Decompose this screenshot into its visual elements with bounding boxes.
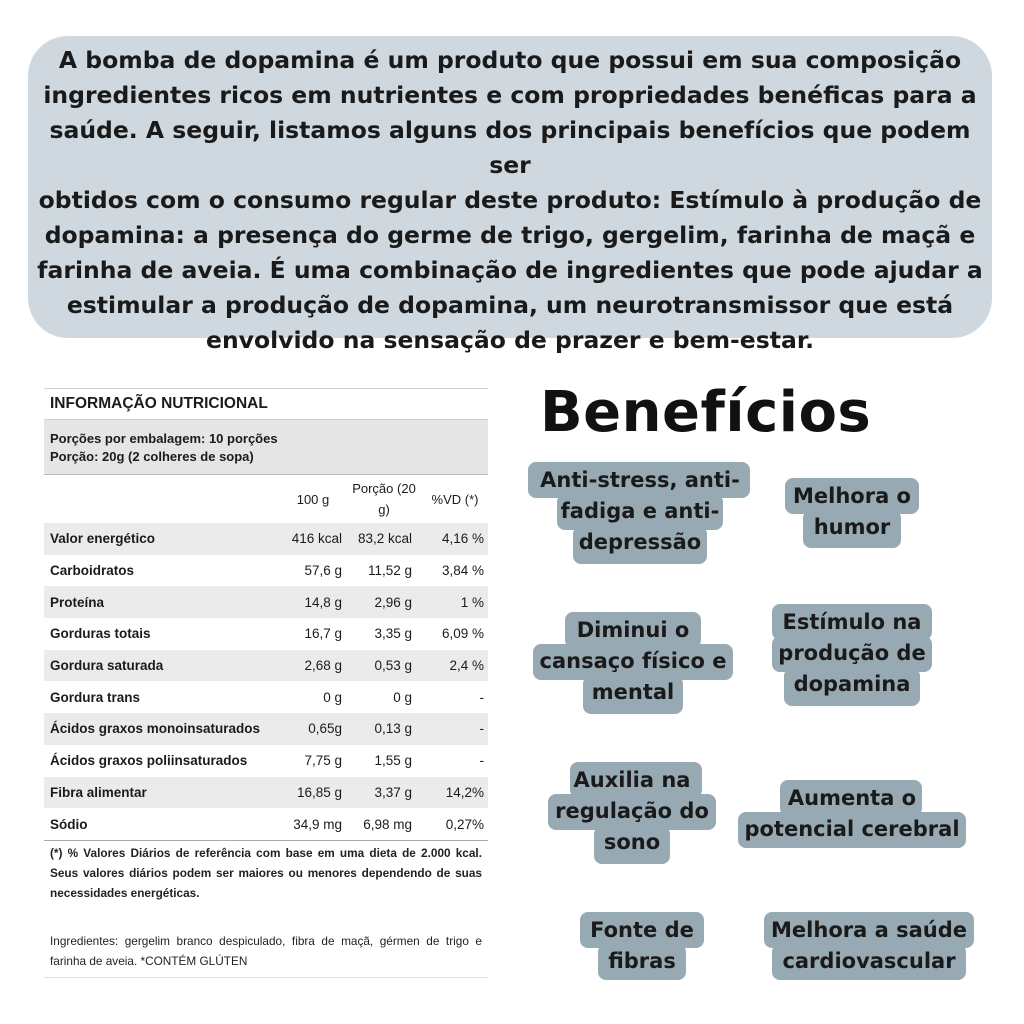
benefit-line: fibras [608,949,676,973]
row-100g: 14,8 g [274,586,346,618]
row-label: Sódio [50,816,88,832]
row-vd: - [479,689,484,705]
intro-line: A bomba de dopamina é um produto que possui em sua composição [58,46,962,74]
row-portion: 3,35 g [374,626,412,642]
benefit-line: Estímulo na [782,610,922,634]
row-portion: 6,98 mg [363,816,412,832]
benefit-cardiovascular [752,915,986,977]
benefit-line: Auxilia na [573,768,691,792]
row-portion: 2,96 g [346,586,416,618]
col-header-portion: Porção (20 g) [346,475,416,524]
intro-text [30,43,990,358]
intro-line: saúde. A seguir, listamos alguns dos principais benefícios que podem ser [49,116,971,179]
benefit-humor [770,481,934,543]
table-row [44,808,488,840]
benefit-cansaco [520,615,746,708]
table-row [44,586,488,618]
serving-size: Porção: 20g (2 colheres de sopa) [50,449,254,464]
benefit-fibras [572,915,712,977]
row-label: Carboidratos [50,563,135,579]
ingredients-text: Ingredientes: gergelim branco despiculado, fibra de maçã, gérmen de trigo e farinha de aveia. *CONTÉM GLÚTEN [50,933,482,968]
row-vd: 0,27% [445,816,484,832]
row-100g: 16,85 g [274,777,346,809]
row-label: Gordura trans [50,689,141,705]
benefit-line: mental [591,680,675,704]
benefit-line: potencial cerebral [744,817,960,841]
row-100g: 0 g [323,689,342,705]
row-label: Gordura saturada [44,650,274,682]
intro-line: envolvido na sensação de prazer e bem-estar. [206,326,814,354]
table-row [44,618,488,650]
benefit-line: Melhora o [793,484,911,508]
benefit-dopamina [762,607,942,700]
benefit-line: regulação do [555,799,709,823]
table-header-row [44,475,488,524]
row-portion: 83,2 kcal [346,523,416,555]
row-vd: 14,2% [416,777,488,809]
row-vd: 4,16 % [416,523,488,555]
table-row [44,555,488,587]
benefit-line: cansaço físico e [539,649,727,673]
col-header-100g: 100 g [274,475,346,524]
table-row [44,777,488,809]
col-header-vd: %VD (*) [416,475,488,524]
benefit-line: Diminui o [576,618,690,642]
row-label: Proteína [44,586,274,618]
row-100g: 2,68 g [274,650,346,682]
row-label: Gorduras totais [50,626,151,642]
row-vd: 6,09 % [441,626,484,642]
benefit-line: Anti-stress, anti- [540,468,740,492]
benefit-line: cardiovascular [782,949,956,973]
benefit-line: sono [603,830,661,854]
intro-line: estimular a produção de dopamina, um neurotransmissor que está [66,291,954,319]
row-vd: 1 % [416,586,488,618]
divider [44,977,488,978]
header-empty [44,475,274,524]
row-vd: 3,84 % [441,563,484,579]
row-100g: 416 kcal [274,523,346,555]
benefit-line: dopamina [793,672,911,696]
row-portion: 11,52 g [367,563,412,579]
table-row [44,523,488,555]
row-100g: 16,7 g [304,626,342,642]
row-portion: 1,55 g [374,753,412,769]
row-100g: 7,75 g [304,753,342,769]
benefit-sono [536,765,728,858]
table-row [44,650,488,682]
benefit-cerebral [732,783,972,845]
benefit-line: Fonte de [590,918,694,942]
row-vd: 2,4 % [416,650,488,682]
row-vd: - [416,713,488,745]
row-label: Ácidos graxos monoinsaturados [44,713,274,745]
intro-line: ingredientes ricos em nutrientes e com propriedades benéficas para a [43,81,977,109]
nutrition-facts [44,388,488,978]
row-label: Valor energético [44,523,274,555]
servings-per-package: Porções por embalagem: 10 porções [50,431,278,446]
benefit-line: fadiga e anti- [560,499,720,523]
benefit-line: humor [813,515,891,539]
benefit-line: Melhora a saúde [771,918,967,942]
table-row [44,713,488,745]
row-label: Ácidos graxos poliinsaturados [50,753,248,769]
table-row [44,745,488,777]
table-footnote: (*) % Valores Diários de referência com base em uma dieta de 2.000 kcal. Seus valores diários podem ser maiores ou menores dependendo de suas necessidades energéticas. [44,840,488,903]
benefit-anti-stress [520,465,760,558]
row-100g: 34,9 mg [293,816,342,832]
benefit-line: depressão [578,530,702,554]
row-portion: 0 g [393,689,412,705]
row-portion: 0,13 g [346,713,416,745]
row-100g: 0,65g [274,713,346,745]
row-vd: - [479,753,484,769]
benefit-line: produção de [778,641,926,665]
row-label: Fibra alimentar [44,777,274,809]
intro-line: obtidos com o consumo regular deste produto: Estímulo à produção de [38,186,982,214]
benefits-title: Benefícios [540,380,872,445]
nutrition-title: INFORMAÇÃO NUTRICIONAL [44,388,488,419]
intro-line: dopamina: a presença do germe de trigo, gergelim, farinha de maçã e [44,221,976,249]
row-portion: 0,53 g [346,650,416,682]
nutrition-table [44,474,488,840]
row-100g: 57,6 g [304,563,342,579]
table-row [44,681,488,713]
benefit-line: Aumenta o [787,786,917,810]
serving-info [44,419,488,474]
intro-line: farinha de aveia. É uma combinação de ingredientes que pode ajudar a [37,256,983,284]
row-portion: 3,37 g [346,777,416,809]
